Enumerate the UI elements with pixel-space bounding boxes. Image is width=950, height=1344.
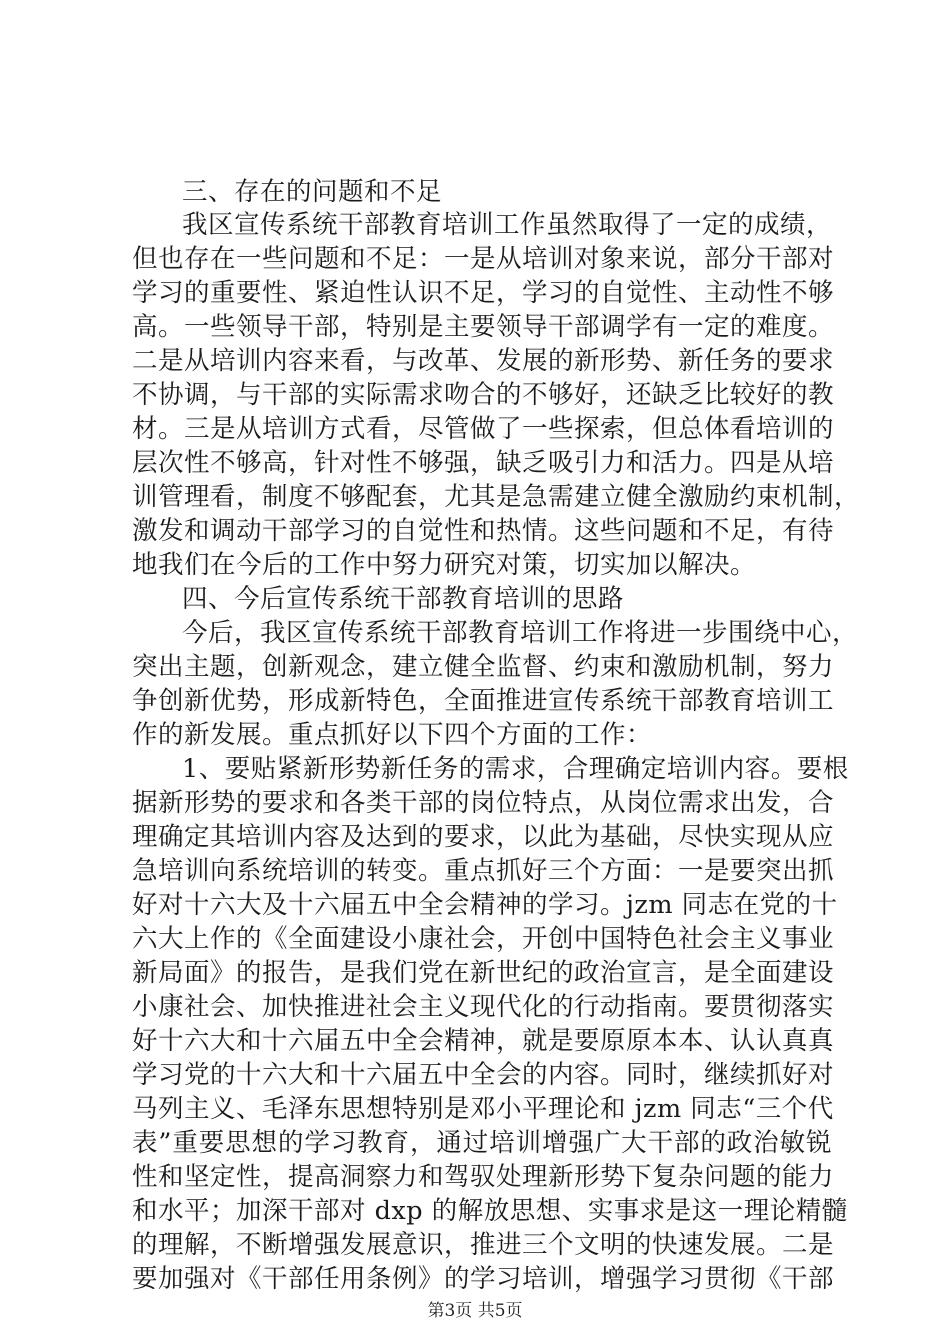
paragraph-line: 二是从培训内容来看，与改革、发展的新形势、新任务的要求 — [132, 346, 835, 376]
paragraph-line: 激发和调动干部学习的自觉性和热情。这些问题和不足，有待 — [132, 516, 835, 546]
paragraph-line: 训管理看，制度不够配套，尤其是急需建立健全激励约束机制， — [132, 482, 861, 512]
paragraph-line: 好对十六大及十六届五中全会精神的学习。jzm 同志在党的十 — [132, 890, 838, 920]
paragraph-line: 新局面》的报告，是我们党在新世纪的政治宣言，是全面建设 — [132, 958, 835, 988]
paragraph-line: 六大上作的《全面建设小康社会，开创中国特色社会主义事业 — [132, 924, 835, 954]
paragraph-line: 马列主义、毛泽东思想特别是邓小平理论和 jzm 同志“三个代 — [132, 1094, 834, 1124]
page-number-footer: 第3页 共5页 — [427, 1301, 523, 1321]
paragraph-line: 性和坚定性，提高洞察力和驾驭处理新形势下复杂问题的能力 — [132, 1162, 835, 1192]
paragraph-line: 理确定其培训内容及达到的要求，以此为基础，尽快实现从应 — [132, 822, 835, 852]
paragraph-line: 和水平；加深干部对 dxp 的解放思想、实事求是这一理论精髓 — [132, 1196, 848, 1226]
paragraph-line: 地我们在今后的工作中努力研究对策，切实加以解决。 — [132, 550, 757, 580]
paragraph-line: 的理解，不断增强发展意识，推进三个文明的快速发展。二是 — [132, 1230, 835, 1260]
paragraph-line: 小康社会、加快推进社会主义现代化的行动指南。要贯彻落实 — [132, 992, 835, 1022]
paragraph-line: 我区宣传系统干部教育培训工作虽然取得了一定的成绩， — [182, 210, 833, 240]
paragraph-line: 但也存在一些问题和不足：一是从培训对象来说，部分干部对 — [132, 244, 835, 274]
paragraph-line: 据新形势的要求和各类干部的岗位特点，从岗位需求出发，合 — [132, 788, 835, 818]
paragraph-line: 1、要贴紧新形势新任务的需求，合理确定培训内容。要根 — [182, 754, 849, 784]
paragraph-line: 要加强对《干部任用条例》的学习培训，增强学习贯彻《干部 — [132, 1264, 835, 1294]
section-heading-4: 四、今后宣传系统干部教育培训的思路 — [182, 584, 625, 614]
paragraph-line: 不协调，与干部的实际需求吻合的不够好，还缺乏比较好的教 — [132, 380, 835, 410]
paragraph-line: 表”重要思想的学习教育，通过培训增强广大干部的政治敏锐 — [132, 1128, 832, 1158]
paragraph-line: 急培训向系统培训的转变。重点抓好三个方面：一是要突出抓 — [132, 856, 835, 886]
paragraph-line: 争创新优势，形成新特色，全面推进宣传系统干部教育培训工 — [132, 686, 835, 716]
paragraph-line: 学习党的十六大和十六届五中全会的内容。同时，继续抓好对 — [132, 1060, 835, 1090]
paragraph-line: 学习的重要性、紧迫性认识不足，学习的自觉性、主动性不够 — [132, 278, 835, 308]
paragraph-line: 作的新发展。重点抓好以下四个方面的工作： — [132, 720, 653, 750]
paragraph-line: 突出主题，创新观念，建立健全监督、约束和激励机制，努力 — [132, 652, 835, 682]
paragraph-line: 今后，我区宣传系统干部教育培训工作将进一步围绕中心， — [182, 618, 859, 648]
paragraph-line: 高。一些领导干部，特别是主要领导干部调学有一定的难度。 — [132, 312, 835, 342]
paragraph-line: 好十六大和十六届五中全会精神，就是要原原本本、认认真真 — [132, 1026, 835, 1056]
paragraph-line: 材。三是从培训方式看，尽管做了一些探索，但总体看培训的 — [132, 414, 835, 444]
section-heading-3: 三、存在的问题和不足 — [182, 177, 443, 207]
paragraph-line: 层次性不够高，针对性不够强，缺乏吸引力和活力。四是从培 — [132, 448, 835, 478]
